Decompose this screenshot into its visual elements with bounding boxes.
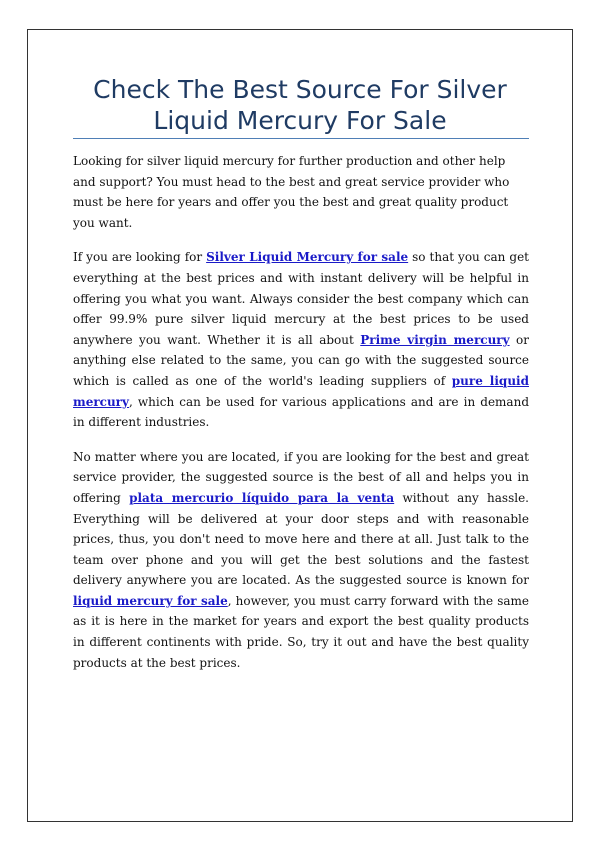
- paragraph-2: [73, 247, 529, 432]
- paragraph-2-text-b: so that you can get everything at the best prices and with instant delivery will be helpful in offering you what you want. Always consider the best company which can offer 99.9% pure silver liquid mercury at the best prices to be used anywhere you want. Whether it is all about: [73, 250, 529, 347]
- title-divider: [73, 138, 529, 139]
- paragraph-3-text-b: without any hassle. Everything will be delivered at your door steps and with reasonable prices, thus, you don't need to move here and there at all. Just talk to the team over phone and you will get the best solutions and the fastest delivery anywhere you are located. As the suggested source is known for: [73, 490, 529, 588]
- paragraph-3-text-a: No matter where you are located, if you are looking for the best and great service provider, the suggested source is the best of all and helps you in offering: [73, 449, 529, 505]
- paragraph-1: Looking for silver liquid mercury for further production and other help and support? You must head to the best and great service provider who must be here for years and offer you the best and great quality product you want.: [73, 154, 510, 230]
- link-plata-mercurio-liquido[interactable]: plata mercurio líquido para la venta: [129, 490, 395, 505]
- document-title: Check The Best Source For Silver Liquid Mercury For Sale: [93, 75, 507, 135]
- document-body: [73, 151, 529, 687]
- paragraph-2-text-a: If you are looking for: [73, 250, 207, 265]
- paragraph-3: [73, 447, 529, 674]
- link-prime-virgin-mercury[interactable]: Prime virgin mercury: [360, 332, 510, 347]
- link-liquid-mercury-for-sale[interactable]: liquid mercury for sale: [73, 593, 228, 608]
- paragraph-2-text-d: , which can be used for various applications and are in demand in different industries.: [73, 394, 529, 430]
- paragraph-2-text-c: or anything else related to the same, you can go with the suggested source which is called as one of the world's leading suppliers of: [73, 332, 529, 388]
- link-pure-liquid-mercury[interactable]: pure liquid mercury: [73, 373, 529, 409]
- link-silver-liquid-mercury-for-sale[interactable]: Silver Liquid Mercury for sale: [206, 250, 409, 265]
- paragraph-3-text-c: , however, you must carry forward with the same as it is here in the market for years and export the best quality products in different continents with pride. So, try it out and have the best quality products at the best prices.: [73, 593, 529, 670]
